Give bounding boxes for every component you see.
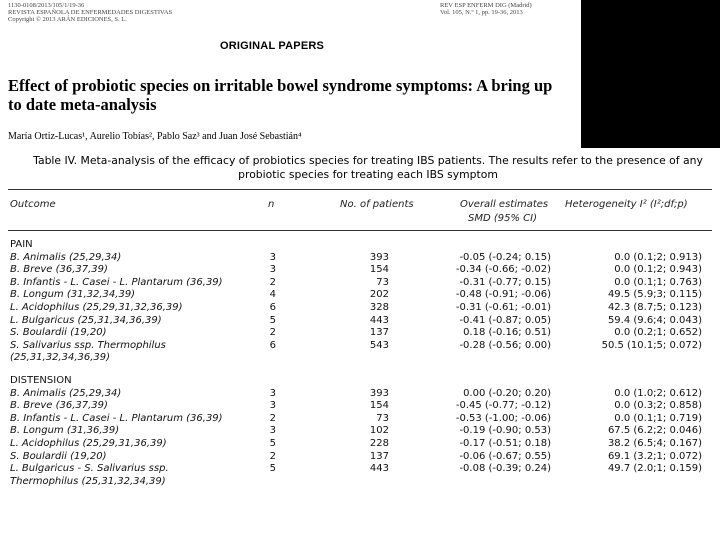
row-smd: 0.18 (-0.16; 0.51) bbox=[463, 327, 551, 339]
row-patients: 154 bbox=[369, 264, 389, 276]
header-bottom-rule bbox=[8, 230, 712, 231]
row-smd: -0.34 (-0.66; -0.02) bbox=[455, 264, 551, 276]
row-patients: 73 bbox=[376, 412, 389, 424]
row-patients: 393 bbox=[369, 251, 389, 263]
journal-left-line: REVISTA ESPAÑOLA DE ENFERMEDADES DIGESTIVAS bbox=[8, 9, 173, 16]
row-heterogeneity: 42.3 (8.7;5; 0.123) bbox=[607, 302, 702, 313]
row-n: 6 bbox=[269, 339, 276, 351]
row-smd: -0.31 (-0.61; -0.01) bbox=[455, 302, 551, 313]
row-outcome: L. Acidophilus (25,29,31,32,36,39) bbox=[10, 302, 183, 313]
row-heterogeneity: 0.0 (0.1;2; 0.913) bbox=[614, 251, 702, 263]
row-outcome: B. Longum (31,32,34,39) bbox=[10, 289, 136, 301]
row-smd: -0.53 (-1.00; -0.06) bbox=[455, 412, 551, 424]
row-n: 3 bbox=[269, 387, 276, 399]
row-outcome: S. Salivarius ssp. Thermophilus bbox=[10, 339, 166, 351]
row-patients: 228 bbox=[369, 438, 389, 449]
row-heterogeneity: 49.7 (2.0;1; 0.159) bbox=[607, 463, 702, 475]
row-patients: 443 bbox=[369, 463, 389, 475]
row-outcome: S. Boulardii (19,20) bbox=[10, 327, 107, 339]
group-heading: DISTENSION bbox=[10, 375, 72, 386]
row-n: 5 bbox=[269, 314, 276, 326]
row-heterogeneity: 38.2 (6.5;4; 0.167) bbox=[607, 438, 702, 449]
journal-left-line: Copyright © 2013 ARÁN EDICIONES, S. L. bbox=[8, 16, 127, 23]
header-overall-1: Overall estimates bbox=[460, 199, 549, 210]
row-heterogeneity: 69.1 (3.2;1; 0.072) bbox=[607, 450, 702, 462]
row-smd: -0.28 (-0.56; 0.00) bbox=[459, 339, 551, 351]
row-heterogeneity: 0.0 (0.3;2; 0.858) bbox=[614, 400, 702, 412]
row-patients: 73 bbox=[376, 276, 389, 288]
row-outcome-continued: Thermophilus (25,31,32,34,39) bbox=[10, 475, 166, 487]
row-n: 4 bbox=[269, 289, 276, 301]
row-n: 2 bbox=[269, 412, 276, 424]
row-heterogeneity: 0.0 (1.0;2; 0.612) bbox=[614, 387, 702, 399]
header-n: n bbox=[268, 199, 275, 210]
row-patients: 543 bbox=[369, 339, 389, 351]
row-smd: -0.41 (-0.87; 0.05) bbox=[459, 314, 551, 326]
authors: María Ortiz-Lucas¹, Aurelio Tobías², Pablo Saz³ and Juan José Sebastián⁴ bbox=[8, 131, 302, 142]
journal-header-left bbox=[8, 2, 172, 23]
row-n: 3 bbox=[269, 251, 276, 263]
row-outcome: S. Boulardii (19,20) bbox=[10, 450, 107, 462]
row-smd: -0.45 (-0.77; -0.12) bbox=[455, 400, 551, 412]
row-smd: 0.00 (-0.20; 0.20) bbox=[463, 387, 551, 399]
row-n: 5 bbox=[269, 438, 276, 449]
row-n: 3 bbox=[269, 400, 276, 412]
row-outcome: B. Longum (31,36,39) bbox=[10, 425, 120, 437]
row-patients: 137 bbox=[369, 450, 389, 462]
group-heading: PAIN bbox=[10, 239, 33, 250]
row-n: 2 bbox=[269, 450, 276, 462]
row-smd: -0.19 (-0.90; 0.53) bbox=[459, 425, 551, 437]
row-outcome: B. Breve (36,37,39) bbox=[10, 400, 108, 412]
row-outcome: B. Animalis (25,29,34) bbox=[10, 387, 122, 399]
row-n: 3 bbox=[269, 425, 276, 437]
row-smd: -0.06 (-0.67; 0.55) bbox=[459, 450, 551, 462]
header-outcome: Outcome bbox=[10, 199, 56, 210]
row-smd: -0.05 (-0.24; 0.15) bbox=[459, 251, 551, 263]
row-n: 2 bbox=[269, 327, 276, 339]
header-patients: No. of patients bbox=[340, 199, 414, 210]
row-heterogeneity: 67.5 (6.2;2; 0.046) bbox=[607, 425, 702, 437]
row-heterogeneity: 0.0 (0.1;1; 0.719) bbox=[614, 412, 702, 424]
row-outcome: L. Acidophilus (25,29,31,36,39) bbox=[10, 438, 167, 449]
header-overall-2: SMD (95% CI) bbox=[468, 213, 537, 224]
row-patients: 137 bbox=[369, 327, 389, 339]
row-heterogeneity: 0.0 (0.1;2; 0.943) bbox=[614, 264, 702, 276]
row-patients: 393 bbox=[369, 387, 389, 399]
row-patients: 202 bbox=[369, 289, 389, 301]
row-outcome: L. Bulgaricus - S. Salivarius ssp. bbox=[10, 463, 169, 475]
row-smd: -0.31 (-0.77; 0.15) bbox=[459, 276, 551, 288]
table-top-rule bbox=[8, 189, 712, 190]
row-patients: 443 bbox=[369, 314, 389, 326]
row-smd: -0.08 (-0.39; 0.24) bbox=[459, 463, 551, 475]
row-smd: -0.17 (-0.51; 0.18) bbox=[459, 438, 551, 449]
row-heterogeneity: 59.4 (9.6;4; 0.043) bbox=[607, 314, 702, 326]
row-patients: 102 bbox=[369, 425, 389, 437]
header-heterogeneity: Heterogeneity I² (I²;df;p) bbox=[565, 199, 688, 210]
row-smd: -0.48 (-0.91; -0.06) bbox=[455, 289, 551, 301]
row-heterogeneity: 0.0 (0.2;1; 0.652) bbox=[614, 327, 702, 339]
journal-header-right bbox=[440, 2, 532, 16]
row-heterogeneity: 49.5 (5.9;3; 0.115) bbox=[607, 289, 702, 301]
paper-title: Effect of probiotic species on irritable bowel syndrome symptoms: A bring up to date meta-analysis bbox=[8, 76, 553, 114]
row-heterogeneity: 0.0 (0.1;1; 0.763) bbox=[614, 276, 702, 288]
row-outcome: B. Animalis (25,29,34) bbox=[10, 251, 122, 263]
row-outcome: L. Bulgaricus (25,31,34,36,39) bbox=[10, 314, 162, 326]
section-label: ORIGINAL PAPERS bbox=[220, 40, 325, 52]
row-heterogeneity: 50.5 (10.1;5; 0.072) bbox=[601, 339, 702, 351]
row-outcome: B. Breve (36,37,39) bbox=[10, 264, 108, 276]
table-caption: Table IV. Meta-analysis of the efficacy of probiotics species for treating IBS patients. The results refer to the presence of any probiotic species for treating each IBS symptom bbox=[33, 154, 703, 181]
row-outcome: B. Infantis - L. Casei - L. Plantarum (36,39) bbox=[10, 412, 223, 424]
row-n: 2 bbox=[269, 276, 276, 288]
row-n: 3 bbox=[269, 264, 276, 276]
row-outcome-continued: (25,31,32,34,36,39) bbox=[10, 352, 111, 364]
black-panel bbox=[581, 0, 720, 148]
row-patients: 154 bbox=[369, 400, 389, 412]
journal-right-line: REV ESP ENFERM DIG (Madrid) bbox=[440, 2, 532, 9]
row-patients: 328 bbox=[369, 302, 389, 313]
row-outcome: B. Infantis - L. Casei - L. Plantarum (36,39) bbox=[10, 276, 223, 288]
journal-left-line: 1130-0108/2013/105/1/19-36 bbox=[8, 2, 85, 9]
journal-right-line: Vol. 105, N.º 1, pp. 19-36, 2013 bbox=[440, 9, 523, 16]
row-n: 5 bbox=[269, 463, 276, 475]
row-n: 6 bbox=[269, 302, 276, 313]
